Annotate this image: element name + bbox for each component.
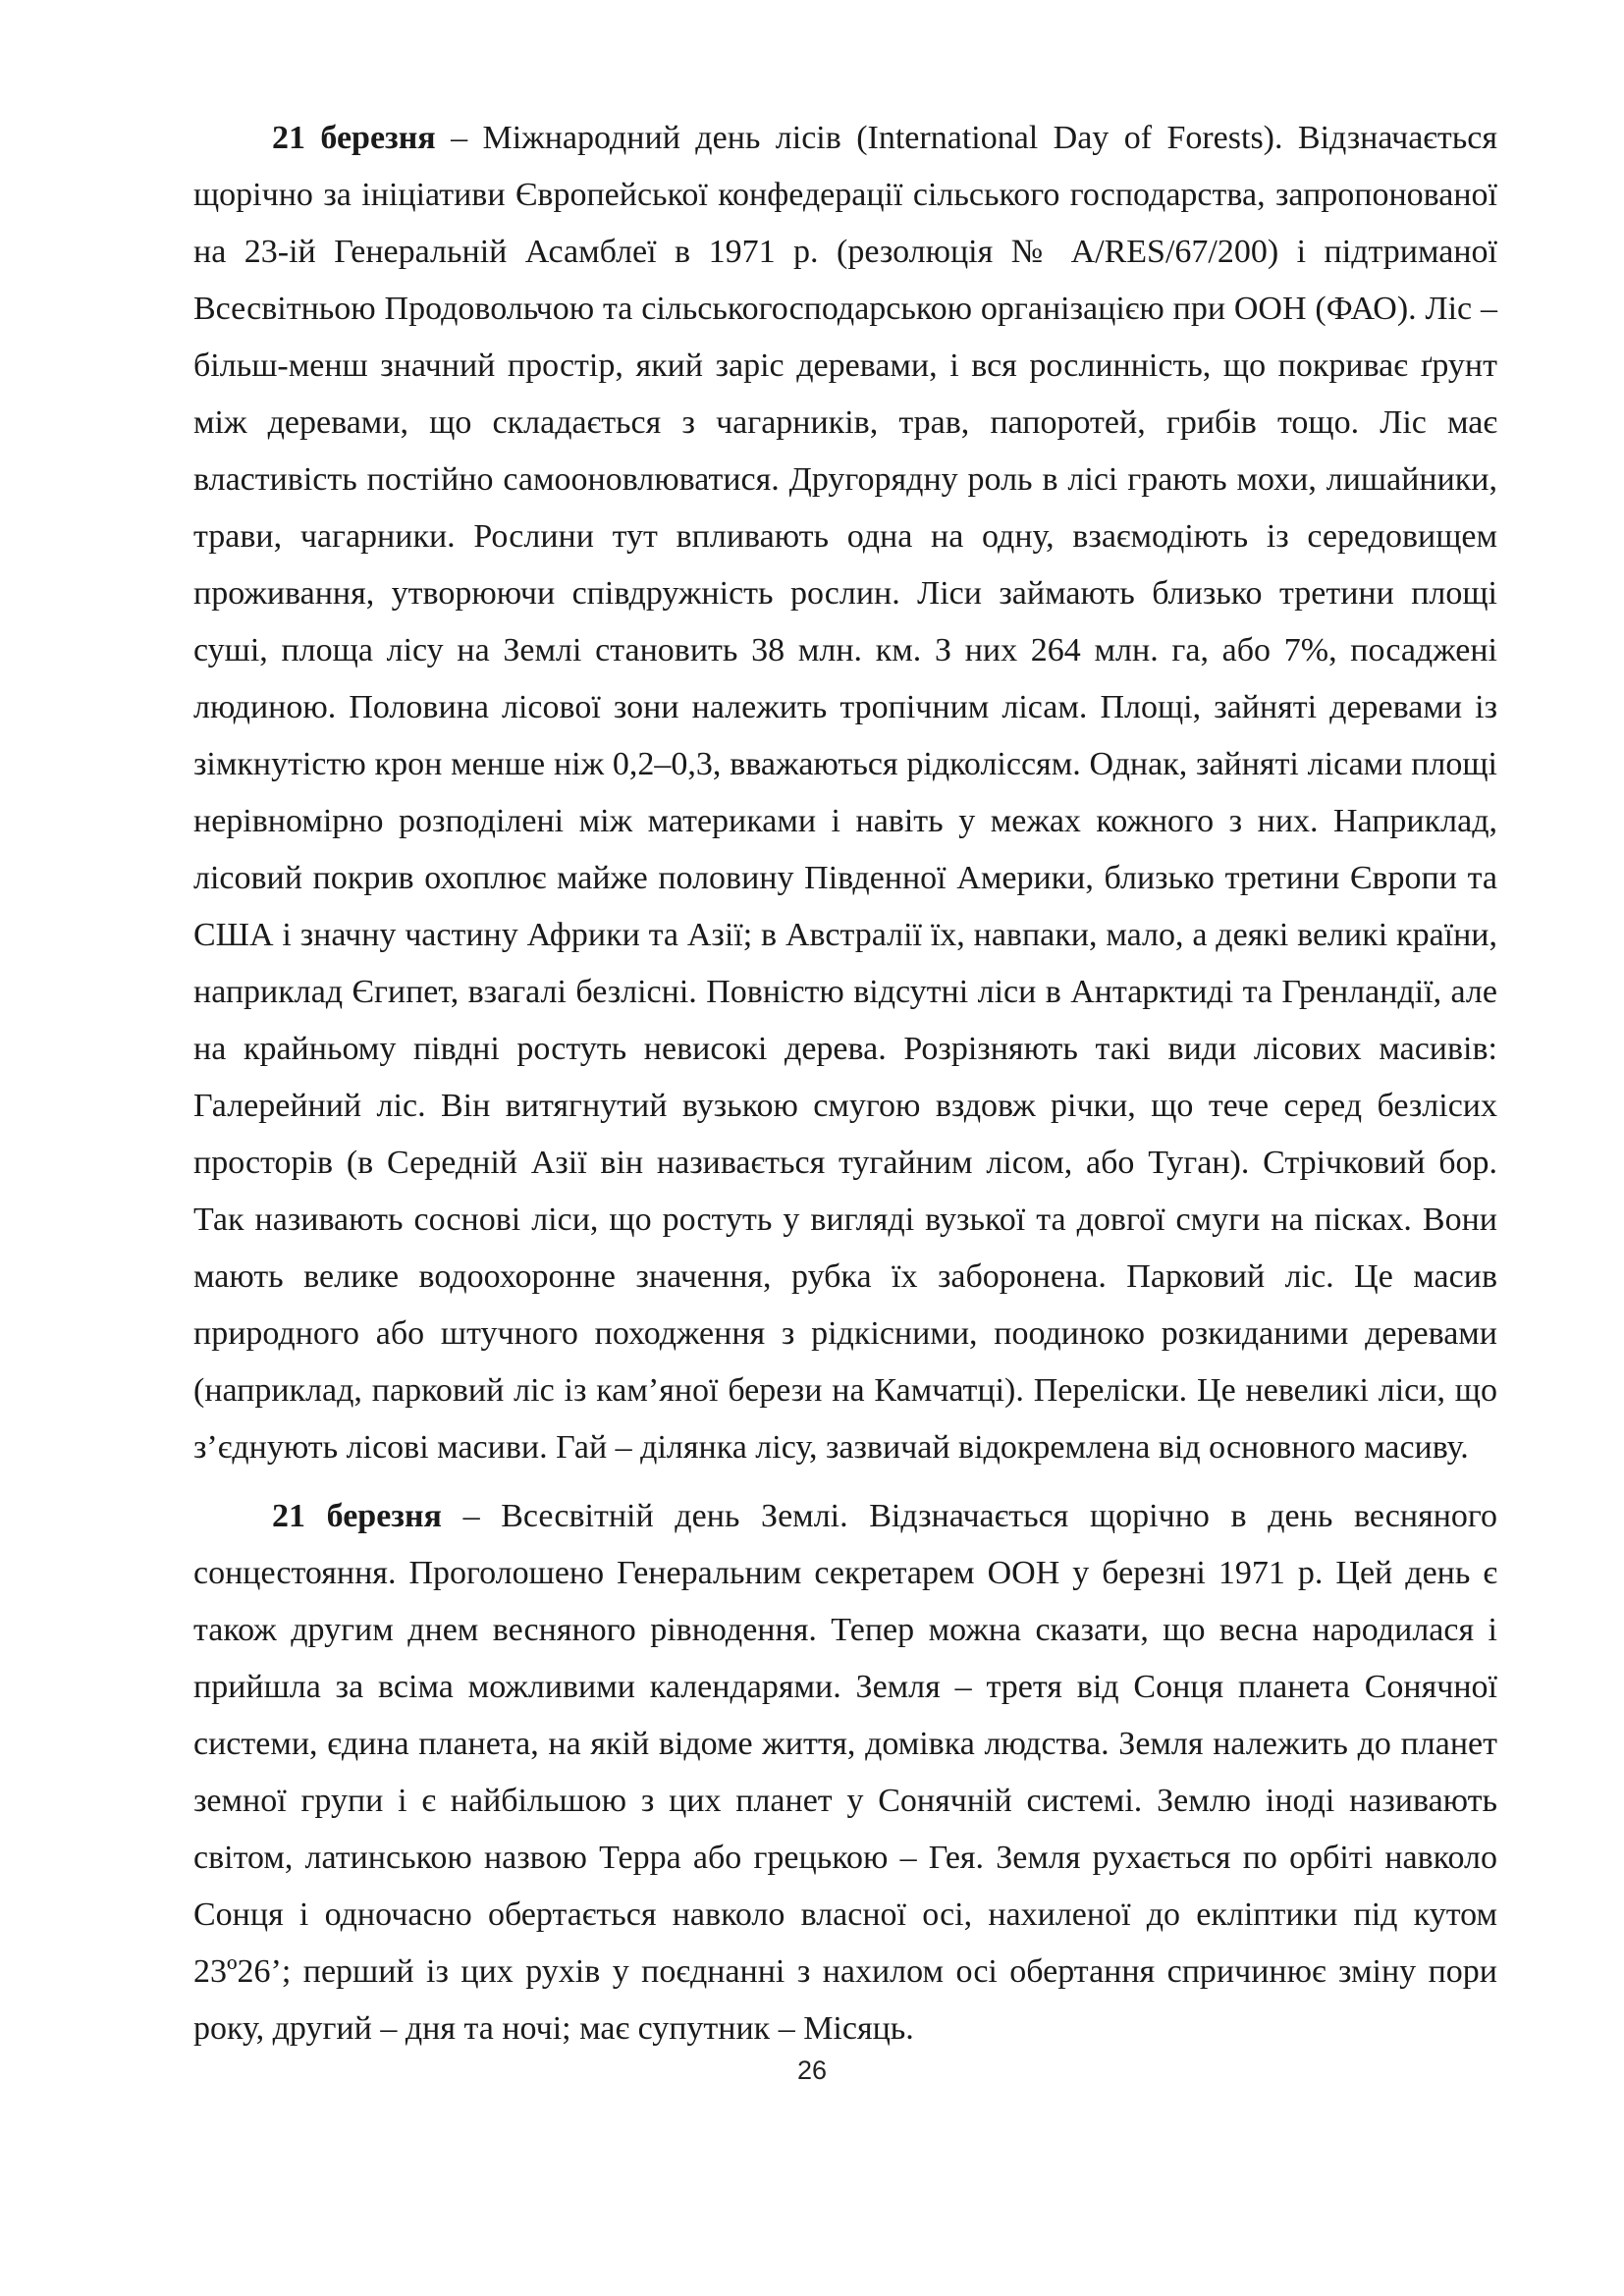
forests-day-paragraph — [193, 110, 1497, 1476]
earth-day-paragraph — [193, 1488, 1497, 2057]
entry-text: – Всесвітній день Землі. Відзначається щорічно в день весняного сонцестояння. Проголошено Генеральним секретарем ООН у березні 1971 р. Цей день є також другим днем весняного рівнодення. Тепер можна сказати, що весна народилася і прийшла за всіма можливими календарями. Земля – третя від Сонця планета Сонячної системи, єдина планета, на якій відоме життя, домівка людства. Земля належить до планет земної групи і є найбільшою з цих планет у Сонячній системі. Землю іноді називають світом, латинською назвою Терра або грецькою – Гея. Земля рухається по орбіті навколо Сонця і одночасно обертається навколо власної осі, нахиленої до екліптики під кутом 23º26’; перший із цих рухів у поєднанні з нахилом осі обертання спричинює зміну пори року, другий – дня та ночі; має супутник – Місяць. — [193, 1498, 1498, 2047]
entry-text: – Міжнародний день лісів (International Day of Forests). Відзначається щорічно за ініціативи Європейської конфедерації сільського господарства, запропонованої на 23-ій Генеральній Асамблеї в 1971 р. (резолюція № A/RES/67/200) і підтриманої Всесвітньою Продовольчою та сільськогосподарською організацією при ООН (ФАО). Ліс – більш-менш значний простір, який заріс деревами, і вся рослинність, що покриває ґрунт між деревами, що складається з чагарників, трав, папоротей, грибів тощо. Ліс має властивість постійно самооновлюватися. Другорядну роль в лісі грають мохи, лишайники, трави, чагарники. Рослини тут впливають одна на одну, взаємодіють із середовищем проживання, утворюючи співдружність рослин. Ліси займають близько третини площі суші, площа лісу на Землі становить 38 млн. км. З них 264 млн. га, або 7%, посаджені людиною. Половина лісової зони належить тропічним лісам. Площі, зайняті деревами із зімкнутістю крон менше ніж 0,2–0,3, вважаються рідколіссям. Однак, зайняті лісами площі нерівномірно розподілені між материками і навіть у межах кожного з них. Наприклад, лісовий покрив охоплює майже половину Південної Америки, близько третини Європи та США і значну частину Африки та Азії; в Австралії їх, навпаки, мало, а деякі великі країни, наприклад Єгипет, взагалі безлісні. Повністю відсутні ліси в Антарктиді та Гренландії, але на крайньому півдні ростуть невисокі дерева. Розрізняють такі види лісових масивів: Галерейний ліс. Він витягнутий вузькою смугою вздовж річки, що тече серед безлісих просторів (в Середній Азії він називається тугайним лісом, або Туган). Стрічковий бор. Так називають соснові ліси, що ростуть у вигляді вузької та довгої смуги на пісках. Вони мають велике водоохоронне значення, рубка їх заборонена. Парковий ліс. Це масив природного або штучного походження з рідкісними, поодиноко розкиданими деревами (наприклад, парковий ліс із кам’яної берези на Камчатці). Перелiски. Це невеликі ліси, що з’єднують лісові масиви. Гай – ділянка лісу, зазвичай відокремлена від основного масиву. — [193, 120, 1497, 1466]
page-number: 26 — [796, 2056, 828, 2085]
entry-date: 21 березня — [272, 120, 436, 156]
document-page — [193, 110, 1497, 2069]
entry-date: 21 березня — [272, 1498, 442, 1534]
